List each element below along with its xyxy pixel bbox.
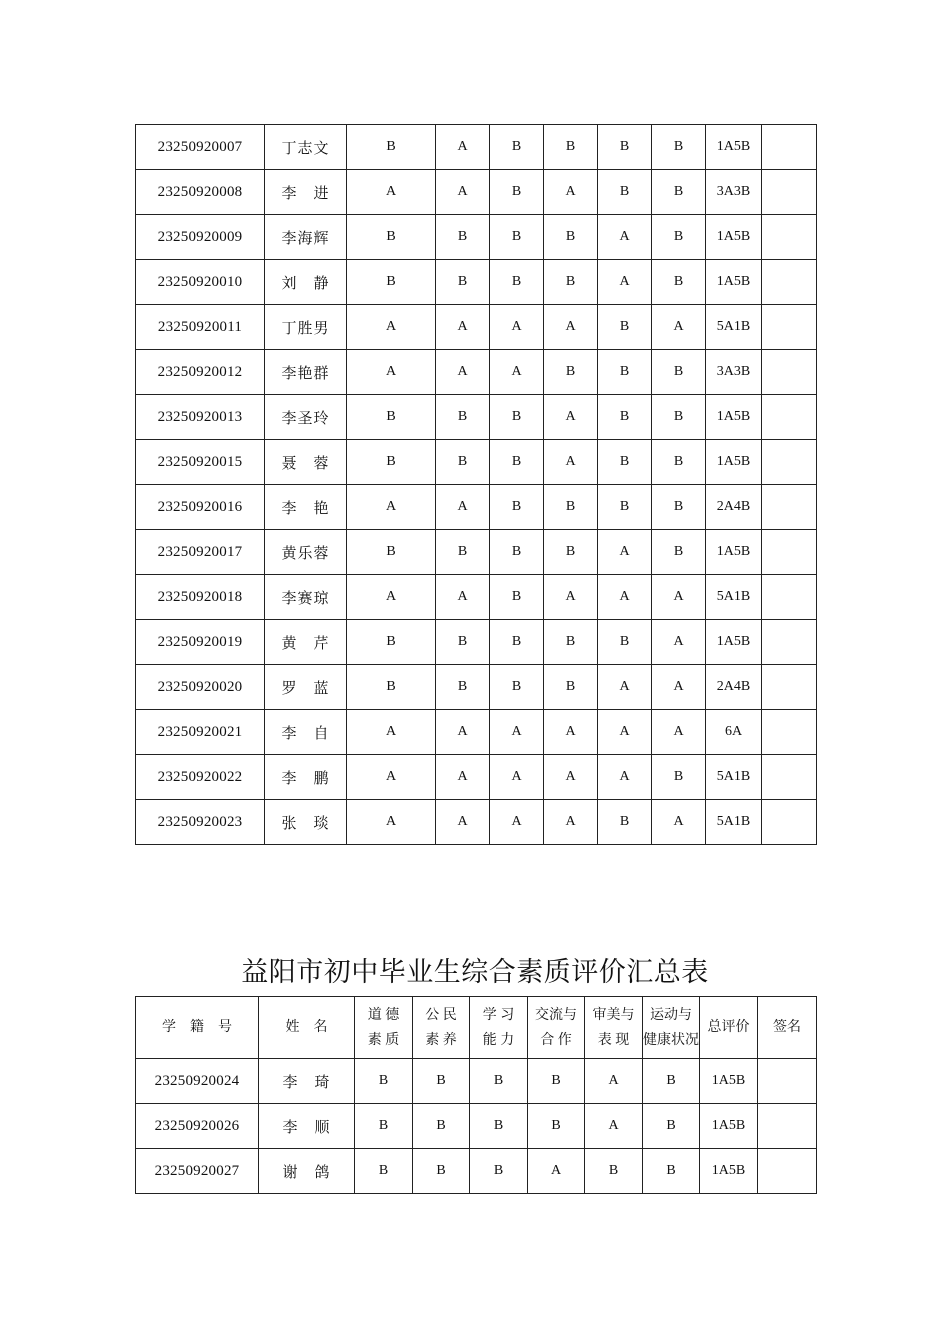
grade-cell: A [598, 665, 652, 710]
grade-cell: B [544, 350, 598, 395]
student-name-cell: 黄乐蓉 [265, 530, 347, 575]
table-row [136, 575, 817, 620]
grade-cell: A [490, 350, 544, 395]
grade-cell: B [652, 755, 706, 800]
grade-cell: B [436, 215, 490, 260]
student-id-cell: 23250920015 [136, 440, 265, 485]
total-evaluation-cell: 3A3B [706, 350, 762, 395]
header-name: 姓 名 [259, 997, 355, 1059]
grade-cell: B [347, 260, 436, 305]
grade-cell: A [598, 575, 652, 620]
grade-cell: A [490, 800, 544, 845]
student-name-cell: 李 琦 [259, 1059, 355, 1104]
grade-cell: A [544, 800, 598, 845]
signature-cell [762, 620, 817, 665]
grade-cell: A [652, 665, 706, 710]
grade-cell: B [652, 215, 706, 260]
total-evaluation-cell: 1A5B [706, 260, 762, 305]
grade-cell: B [652, 125, 706, 170]
grade-cell: B [598, 125, 652, 170]
student-name-cell: 李 进 [265, 170, 347, 215]
grade-cell: A [347, 575, 436, 620]
signature-cell [758, 1149, 817, 1194]
student-id-cell: 23250920027 [136, 1149, 259, 1194]
grade-cell: B [544, 485, 598, 530]
grade-cell: B [528, 1059, 585, 1104]
grade-cell: B [436, 620, 490, 665]
grade-cell: A [598, 260, 652, 305]
signature-cell [762, 710, 817, 755]
grade-cell: A [436, 755, 490, 800]
grade-cell: A [598, 710, 652, 755]
grade-cell: B [598, 395, 652, 440]
table-row [136, 260, 817, 305]
grade-cell: A [436, 575, 490, 620]
student-name-cell: 李艳群 [265, 350, 347, 395]
grades-table-continued [135, 124, 817, 845]
table-row [136, 710, 817, 755]
student-name-cell: 李 艳 [265, 485, 347, 530]
grade-cell: A [347, 800, 436, 845]
grade-cell: B [490, 575, 544, 620]
grade-cell: B [413, 1059, 470, 1104]
grade-cell: A [490, 710, 544, 755]
grade-cell: B [598, 170, 652, 215]
table-row [136, 665, 817, 710]
student-name-cell: 丁胜男 [265, 305, 347, 350]
student-id-cell: 23250920020 [136, 665, 265, 710]
grade-cell: A [598, 755, 652, 800]
total-evaluation-cell: 1A5B [706, 215, 762, 260]
grade-cell: A [347, 305, 436, 350]
grade-cell: A [436, 710, 490, 755]
student-name-cell: 聂 蓉 [265, 440, 347, 485]
student-id-cell: 23250920008 [136, 170, 265, 215]
student-id-cell: 23250920021 [136, 710, 265, 755]
grade-cell: B [652, 530, 706, 575]
grade-cell: A [598, 215, 652, 260]
student-id-cell: 23250920018 [136, 575, 265, 620]
grade-cell: A [652, 575, 706, 620]
grade-cell: A [598, 530, 652, 575]
table-row [136, 395, 817, 440]
grade-cell: B [598, 350, 652, 395]
total-evaluation-cell: 5A1B [706, 305, 762, 350]
signature-cell [762, 485, 817, 530]
grade-cell: B [598, 440, 652, 485]
grade-cell: B [544, 215, 598, 260]
student-name-cell: 刘 静 [265, 260, 347, 305]
grade-cell: A [544, 305, 598, 350]
grade-cell: B [490, 215, 544, 260]
grade-cell: A [585, 1104, 643, 1149]
grade-cell: B [544, 125, 598, 170]
signature-cell [762, 170, 817, 215]
grade-cell: B [436, 260, 490, 305]
grade-cell: A [544, 755, 598, 800]
header-total: 总评价 [700, 997, 758, 1059]
table-row [136, 350, 817, 395]
header-citizenship: 公 民 素 养 [413, 997, 470, 1059]
grade-cell: A [436, 125, 490, 170]
grade-cell: B [643, 1059, 700, 1104]
grade-cell: A [652, 710, 706, 755]
signature-cell [762, 395, 817, 440]
grade-cell: B [490, 620, 544, 665]
grade-cell: B [490, 170, 544, 215]
signature-cell [762, 215, 817, 260]
grade-cell: A [544, 395, 598, 440]
student-name-cell: 李 鹏 [265, 755, 347, 800]
header-communication: 交流与 合 作 [528, 997, 585, 1059]
grade-cell: B [347, 440, 436, 485]
grade-cell: B [585, 1149, 643, 1194]
student-name-cell: 李 顺 [259, 1104, 355, 1149]
grade-cell: B [652, 440, 706, 485]
grade-cell: B [544, 260, 598, 305]
grade-cell: A [528, 1149, 585, 1194]
total-evaluation-cell: 5A1B [706, 755, 762, 800]
grade-cell: B [470, 1104, 528, 1149]
student-id-cell: 23250920023 [136, 800, 265, 845]
signature-cell [762, 350, 817, 395]
grade-cell: B [347, 395, 436, 440]
student-id-cell: 23250920022 [136, 755, 265, 800]
grade-cell: B [413, 1149, 470, 1194]
signature-cell [762, 800, 817, 845]
student-id-cell: 23250920012 [136, 350, 265, 395]
student-id-cell: 23250920019 [136, 620, 265, 665]
header-morality: 道 德 素 质 [355, 997, 413, 1059]
signature-cell [762, 440, 817, 485]
student-name-cell: 李 自 [265, 710, 347, 755]
total-evaluation-cell: 1A5B [706, 125, 762, 170]
total-evaluation-cell: 6A [706, 710, 762, 755]
student-id-cell: 23250920026 [136, 1104, 259, 1149]
grade-cell: B [490, 665, 544, 710]
grade-cell: B [490, 440, 544, 485]
signature-cell [762, 305, 817, 350]
grade-cell: B [490, 125, 544, 170]
grade-cell: A [347, 710, 436, 755]
grade-cell: B [490, 395, 544, 440]
student-name-cell: 罗 蓝 [265, 665, 347, 710]
total-evaluation-cell: 1A5B [706, 620, 762, 665]
grade-cell: A [347, 170, 436, 215]
table-row [136, 1059, 817, 1104]
table-row [136, 530, 817, 575]
student-id-cell: 23250920024 [136, 1059, 259, 1104]
grade-cell: B [347, 530, 436, 575]
total-evaluation-cell: 5A1B [706, 575, 762, 620]
grade-cell: B [652, 170, 706, 215]
grade-cell: B [347, 215, 436, 260]
student-id-cell: 23250920007 [136, 125, 265, 170]
grade-cell: A [347, 755, 436, 800]
total-evaluation-cell: 1A5B [706, 530, 762, 575]
total-evaluation-cell: 2A4B [706, 665, 762, 710]
total-evaluation-cell: 3A3B [706, 170, 762, 215]
grade-cell: B [544, 665, 598, 710]
grade-cell: B [436, 530, 490, 575]
grade-cell: B [598, 800, 652, 845]
header-health: 运动与 健康状况 [643, 997, 700, 1059]
table-row [136, 125, 817, 170]
grade-cell: B [470, 1059, 528, 1104]
signature-cell [762, 125, 817, 170]
table-row [136, 800, 817, 845]
student-name-cell: 谢 鸽 [259, 1149, 355, 1194]
student-id-cell: 23250920010 [136, 260, 265, 305]
table-row [136, 1149, 817, 1194]
grade-cell: B [490, 260, 544, 305]
header-sign: 签名 [758, 997, 817, 1059]
student-id-cell: 23250920009 [136, 215, 265, 260]
student-name-cell: 李赛琼 [265, 575, 347, 620]
signature-cell [758, 1104, 817, 1149]
signature-cell [758, 1059, 817, 1104]
grade-cell: A [490, 755, 544, 800]
grade-cell: B [436, 440, 490, 485]
grade-cell: B [490, 485, 544, 530]
grade-cell: A [436, 485, 490, 530]
page-title: 益阳市初中毕业生综合素质评价汇总表 [241, 957, 709, 988]
total-evaluation-cell: 2A4B [706, 485, 762, 530]
grade-cell: A [490, 305, 544, 350]
table-row [136, 440, 817, 485]
grade-cell: B [347, 665, 436, 710]
student-name-cell: 丁志文 [265, 125, 347, 170]
header-aesthetics: 审美与 表 现 [585, 997, 643, 1059]
total-evaluation-cell: 1A5B [706, 440, 762, 485]
header-learning: 学 习 能 力 [470, 997, 528, 1059]
total-evaluation-cell: 1A5B [700, 1149, 758, 1194]
student-id-cell: 23250920011 [136, 305, 265, 350]
total-evaluation-cell: 5A1B [706, 800, 762, 845]
grade-cell: B [413, 1104, 470, 1149]
grade-cell: B [347, 125, 436, 170]
header-student-id: 学 籍 号 [136, 997, 259, 1059]
total-evaluation-cell: 1A5B [700, 1104, 758, 1149]
signature-cell [762, 665, 817, 710]
grade-cell: A [347, 350, 436, 395]
grade-cell: A [347, 485, 436, 530]
student-id-cell: 23250920017 [136, 530, 265, 575]
grade-cell: B [652, 350, 706, 395]
grade-cell: B [652, 395, 706, 440]
student-id-cell: 23250920013 [136, 395, 265, 440]
grade-cell: B [652, 260, 706, 305]
grade-cell: B [355, 1059, 413, 1104]
grade-cell: B [490, 530, 544, 575]
grade-cell: B [347, 620, 436, 665]
grade-cell: B [355, 1104, 413, 1149]
signature-cell [762, 260, 817, 305]
table-row [136, 215, 817, 260]
grade-cell: A [436, 305, 490, 350]
grade-cell: B [470, 1149, 528, 1194]
grade-cell: B [643, 1149, 700, 1194]
table-header-row [136, 997, 817, 1059]
grade-cell: B [528, 1104, 585, 1149]
student-name-cell: 张 琰 [265, 800, 347, 845]
grade-cell: B [544, 620, 598, 665]
signature-cell [762, 530, 817, 575]
table-row [136, 755, 817, 800]
grade-cell: B [436, 665, 490, 710]
student-name-cell: 黄 芹 [265, 620, 347, 665]
grade-cell: B [355, 1149, 413, 1194]
grade-cell: A [544, 575, 598, 620]
grade-cell: B [544, 530, 598, 575]
grade-cell: A [436, 800, 490, 845]
grade-cell: A [436, 170, 490, 215]
grade-cell: B [652, 485, 706, 530]
grades-summary-table [135, 996, 817, 1194]
grade-cell: A [544, 170, 598, 215]
total-evaluation-cell: 1A5B [706, 395, 762, 440]
grade-cell: B [643, 1104, 700, 1149]
table-row [136, 305, 817, 350]
table-row [136, 1104, 817, 1149]
grade-cell: A [436, 350, 490, 395]
table-row [136, 485, 817, 530]
grade-cell: A [652, 305, 706, 350]
total-evaluation-cell: 1A5B [700, 1059, 758, 1104]
grade-cell: A [544, 710, 598, 755]
signature-cell [762, 755, 817, 800]
grade-cell: B [598, 485, 652, 530]
grade-cell: A [652, 800, 706, 845]
student-name-cell: 李圣玲 [265, 395, 347, 440]
grade-cell: A [652, 620, 706, 665]
grade-cell: B [598, 305, 652, 350]
signature-cell [762, 575, 817, 620]
student-name-cell: 李海辉 [265, 215, 347, 260]
grade-cell: B [436, 395, 490, 440]
student-id-cell: 23250920016 [136, 485, 265, 530]
grade-cell: A [585, 1059, 643, 1104]
table-row [136, 620, 817, 665]
table-row [136, 170, 817, 215]
grade-cell: B [598, 620, 652, 665]
grade-cell: A [544, 440, 598, 485]
